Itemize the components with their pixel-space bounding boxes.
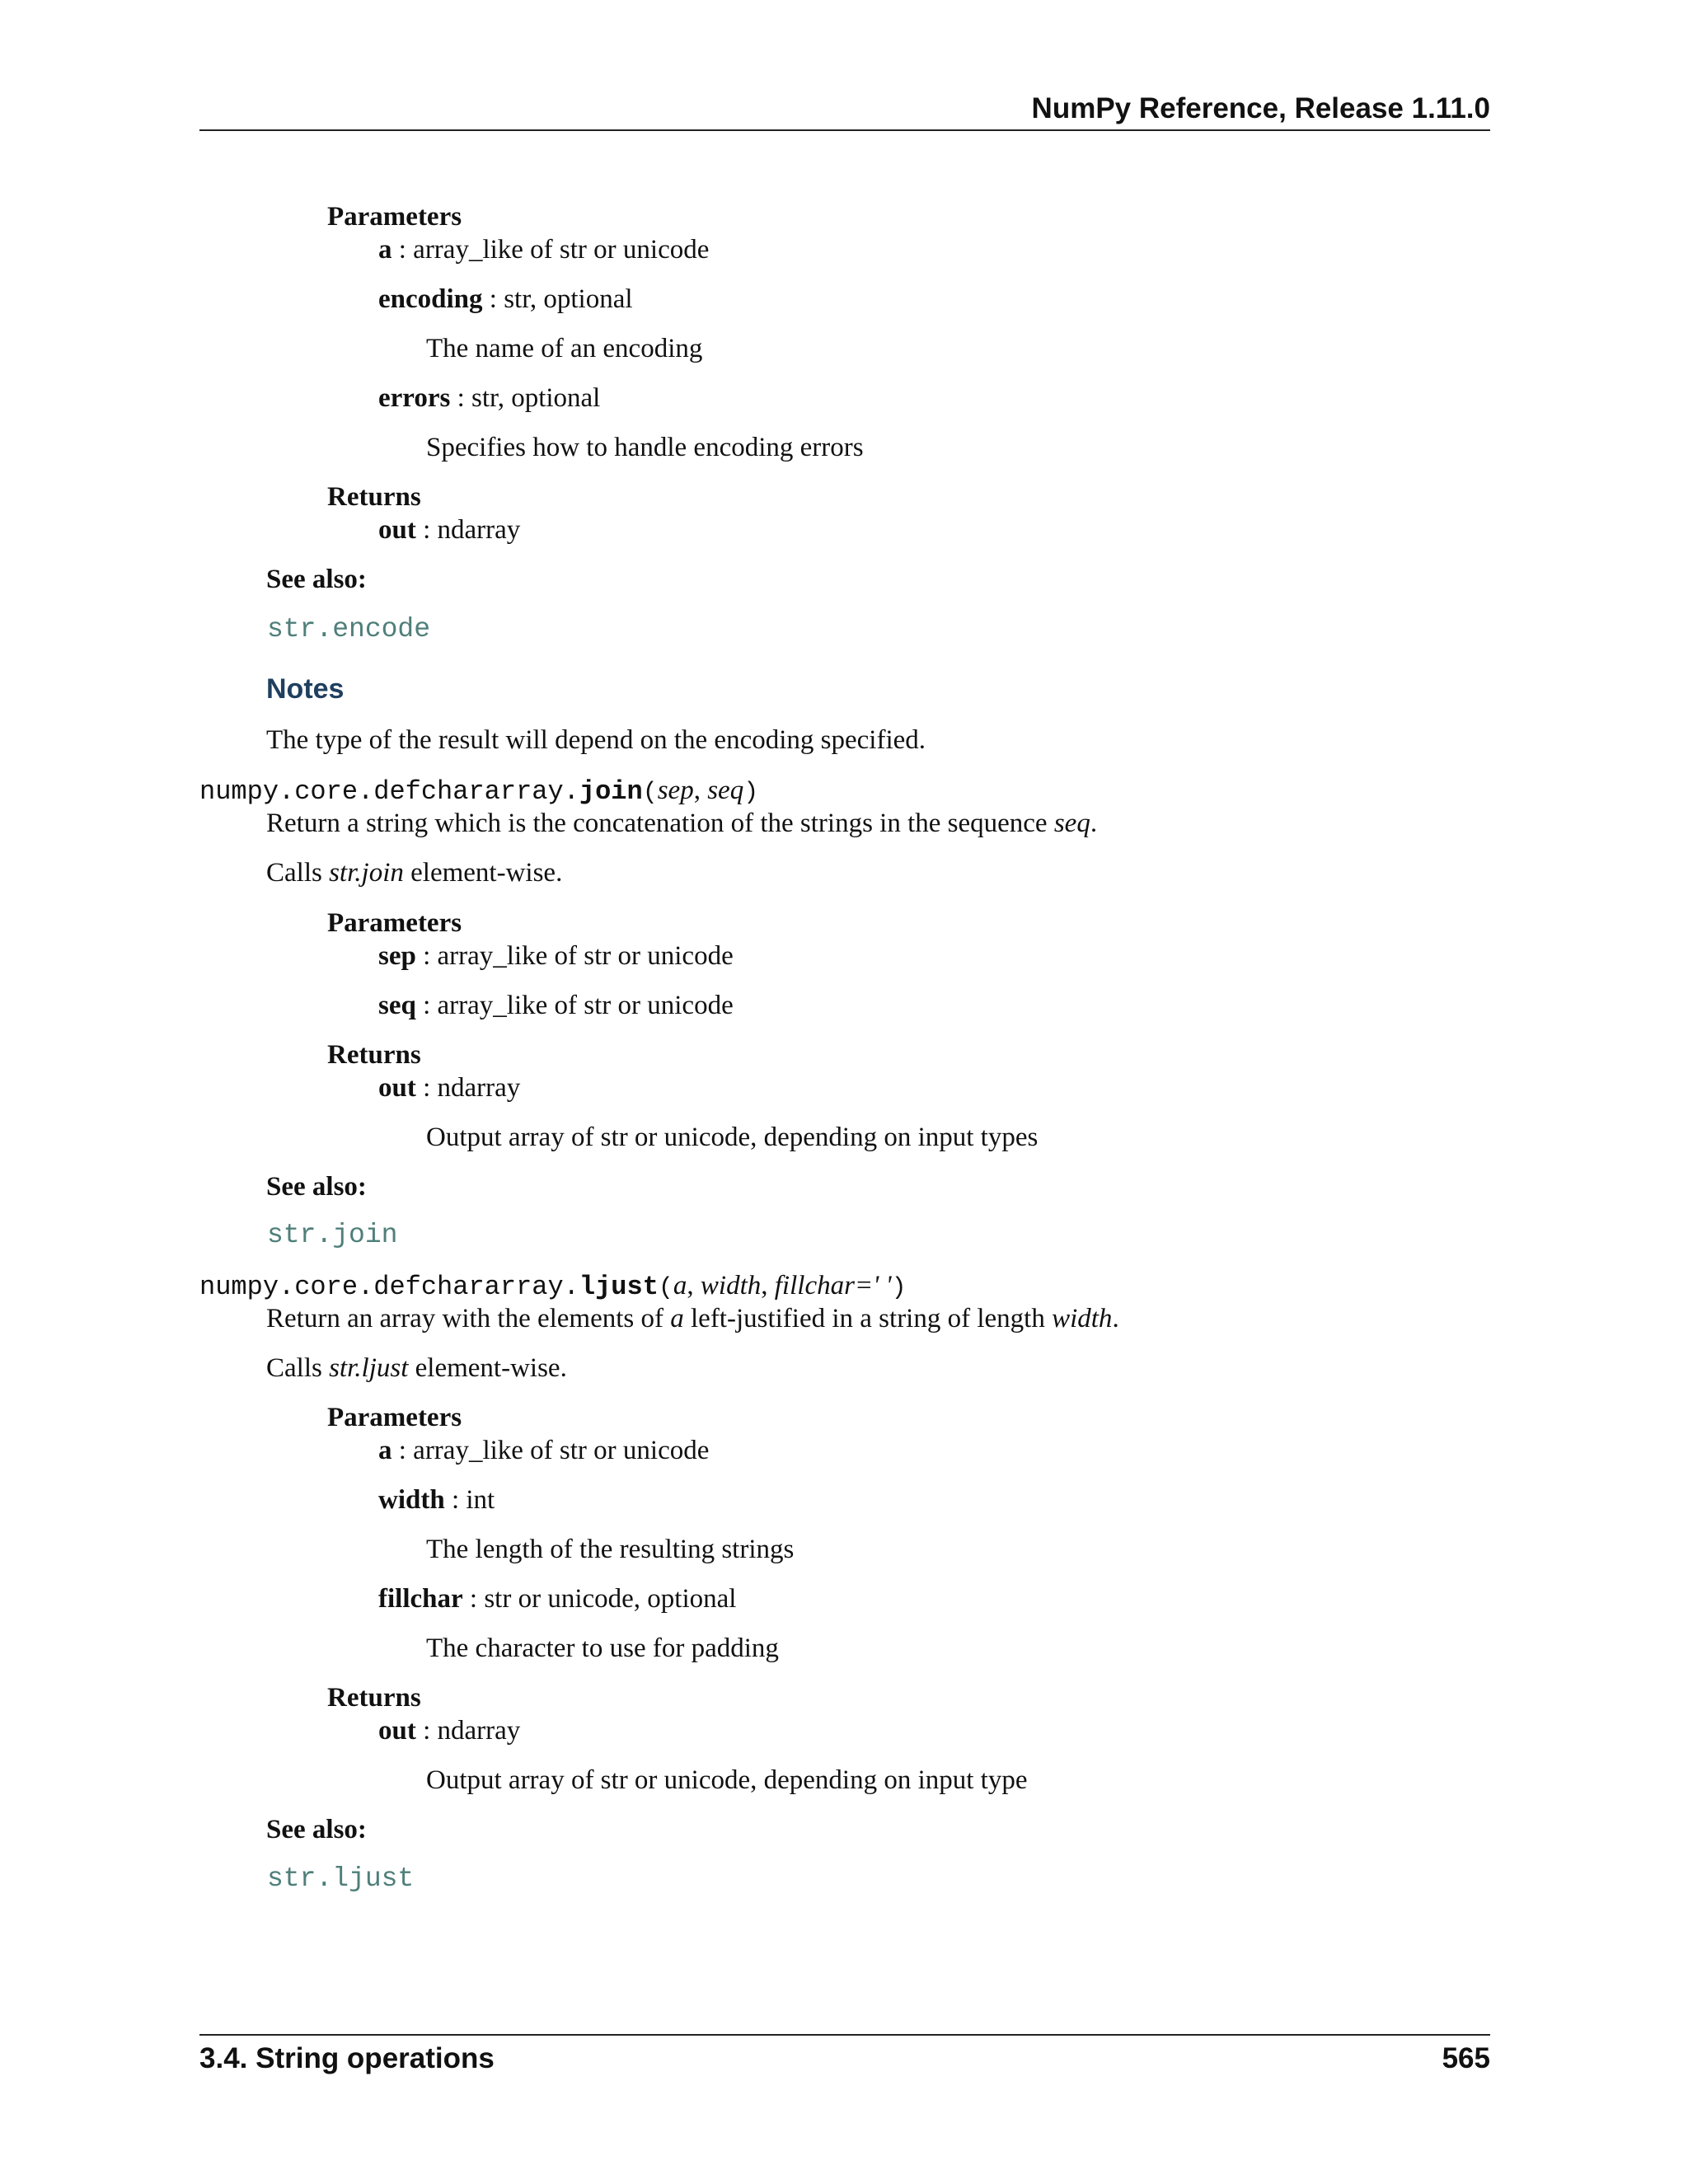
running-header: NumPy Reference, Release 1.11.0 — [1031, 92, 1490, 124]
return-type: ndarray — [437, 515, 521, 545]
encode-returns-label: Returns — [327, 482, 421, 512]
header-rule — [199, 129, 1490, 131]
join-arg: sep — [657, 776, 694, 805]
ljust-summary: Return an array with the elements of a left-justified in a string of length width. — [266, 1304, 1119, 1333]
join-signature: numpy.core.defchararray.join(sep, seq) — [199, 776, 759, 807]
param-type: str, optional — [504, 284, 633, 314]
ljust-arg: fillchar=' ' — [774, 1271, 892, 1301]
return-name: out — [378, 1716, 416, 1746]
join-calls: Calls str.join element-wise. — [266, 858, 563, 888]
footer-rule — [199, 2034, 1490, 2036]
encode-see-also-label: See also: — [266, 565, 367, 594]
return-type: ndarray — [437, 1073, 521, 1103]
return-name: out — [378, 1073, 416, 1103]
join-summary: Return a string which is the concatenation of the strings in the sequence seq. — [266, 808, 1098, 838]
ljust-see-also-label: See also: — [266, 1815, 367, 1844]
param-name: seq — [378, 991, 416, 1020]
ljust-parameters-label: Parameters — [327, 1403, 462, 1432]
join-return-desc: Output array of str or unicode, depending on input types — [426, 1122, 1039, 1152]
join-arg: seq — [707, 776, 744, 805]
ljust-signature: numpy.core.defchararray.ljust(a, width, fillchar=' ') — [199, 1271, 907, 1302]
param-name: a — [378, 1436, 392, 1465]
ljust-return-desc: Output array of str or unicode, depending on input type — [426, 1765, 1028, 1795]
param-name: a — [378, 235, 392, 265]
join-see-also-label: See also: — [266, 1172, 367, 1202]
param-type: str, optional — [471, 383, 601, 413]
return-type: ndarray — [437, 1716, 521, 1746]
param-type: array_like of str or unicode — [437, 941, 734, 971]
param-type: str or unicode, optional — [484, 1584, 737, 1614]
join-func-name: join — [579, 776, 643, 807]
join-parameters-label: Parameters — [327, 908, 462, 938]
param-name: errors — [378, 383, 451, 413]
encode-param-errors-desc: Specifies how to handle encoding errors — [426, 433, 864, 462]
encode-param-encoding: encoding : str, optional — [378, 284, 633, 314]
ljust-module: numpy.core.defchararray. — [199, 1272, 579, 1302]
param-name: width — [378, 1485, 445, 1515]
join-see-also-link[interactable]: str.join — [267, 1220, 398, 1250]
return-name: out — [378, 515, 416, 545]
param-type: array_like of str or unicode — [437, 991, 734, 1020]
ljust-param-width: width : int — [378, 1485, 495, 1515]
ljust-arg: a — [673, 1271, 687, 1301]
ljust-param-a: a : array_like of str or unicode — [378, 1436, 710, 1465]
join-module: numpy.core.defchararray. — [199, 776, 579, 807]
ljust-param-width-desc: The length of the resulting strings — [426, 1535, 795, 1564]
ljust-param-fillchar-desc: The character to use for padding — [426, 1633, 779, 1663]
encode-see-also-link[interactable]: str.encode — [267, 614, 431, 644]
ljust-calls: Calls str.ljust element-wise. — [266, 1353, 567, 1383]
encode-param-errors: errors : str, optional — [378, 383, 601, 413]
encode-parameters-label: Parameters — [327, 202, 462, 232]
param-name: sep — [378, 941, 416, 971]
ljust-param-fillchar: fillchar : str or unicode, optional — [378, 1584, 737, 1614]
ljust-func-name: ljust — [579, 1272, 659, 1302]
param-name: fillchar — [378, 1584, 463, 1614]
ljust-see-also-link[interactable]: str.ljust — [267, 1863, 415, 1894]
encode-param-encoding-desc: The name of an encoding — [426, 334, 703, 363]
encode-param-a: a : array_like of str or unicode — [378, 235, 710, 265]
join-returns-label: Returns — [327, 1040, 421, 1070]
param-type: array_like of str or unicode — [413, 235, 710, 265]
encode-return-out: out : ndarray — [378, 515, 521, 545]
notes-text: The type of the result will depend on the encoding specified. — [266, 725, 926, 755]
join-param-seq: seq : array_like of str or unicode — [378, 991, 734, 1020]
join-param-sep: sep : array_like of str or unicode — [378, 941, 734, 971]
footer-section: 3.4. String operations — [199, 2042, 495, 2074]
join-return-out: out : ndarray — [378, 1073, 521, 1103]
page-number: 565 — [1442, 2042, 1490, 2074]
ljust-returns-label: Returns — [327, 1683, 421, 1713]
param-type: array_like of str or unicode — [413, 1436, 710, 1465]
ljust-arg: width — [700, 1271, 762, 1301]
notes-heading: Notes — [266, 673, 345, 705]
ljust-return-out: out : ndarray — [378, 1716, 521, 1746]
param-type: int — [466, 1485, 495, 1515]
param-name: encoding — [378, 284, 483, 314]
